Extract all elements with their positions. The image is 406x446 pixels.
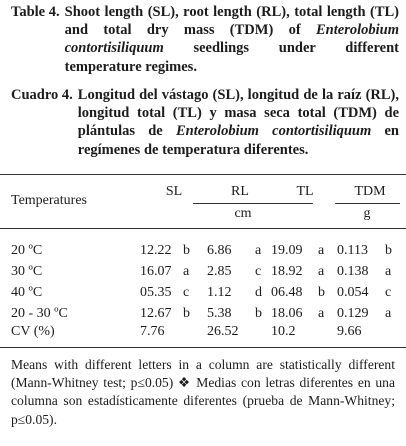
cell-sl-group: a <box>183 264 190 279</box>
cell-tdm-group: a <box>385 264 392 279</box>
header-tdm: TDM <box>354 184 386 199</box>
cell-tl: 10.2 <box>271 324 296 339</box>
cell-rl-group: a <box>255 243 262 258</box>
cell-tl: 18.92 <box>271 264 303 279</box>
footnote-spanish: Medias con letras diferentes en una columna son estadísticamente diferentes (prueba de Mann-Whitney; p≤0.05). <box>11 375 396 427</box>
units-rule-cm <box>193 203 313 204</box>
cell-sl: 7.76 <box>140 324 165 339</box>
cell-tl-group: a <box>318 243 325 258</box>
cell-tdm: 0.113 <box>337 243 368 258</box>
separator-icon: ❖ <box>178 375 192 391</box>
table-bottom-rule <box>0 347 406 348</box>
cell-tl: 06.48 <box>271 285 303 300</box>
table-top-rule <box>0 174 406 175</box>
cell-temperature: 20 ºC <box>11 243 43 258</box>
cell-tdm: 9.66 <box>337 324 362 339</box>
cell-rl: 26.52 <box>207 324 239 339</box>
cell-rl: 5.38 <box>207 306 232 321</box>
caption-text: Longitud del vástago (SL), longitud de la raíz (RL), longitud total (TL) y masa seca total (TDM) de plántulas de Enterolobium contortisiliquum en regímenes de temperatura diferentes. <box>77 87 399 158</box>
cell-temperature: 30 ºC <box>11 264 43 279</box>
cell-rl: 1.12 <box>207 285 232 300</box>
cell-sl: 16.07 <box>140 264 172 279</box>
cell-rl: 6.86 <box>207 243 232 258</box>
caption-label: Table 4. <box>11 4 60 20</box>
cell-tl-group: a <box>318 306 325 321</box>
cell-tdm-group: a <box>385 306 392 321</box>
cell-sl-group: c <box>183 285 190 300</box>
cell-tdm-group: b <box>385 243 392 258</box>
cell-rl-group: d <box>255 285 262 300</box>
table-caption-english <box>11 3 399 76</box>
cell-tl: 19.09 <box>271 243 303 258</box>
cell-sl: 12.67 <box>140 306 172 321</box>
cell-sl: 12.22 <box>140 243 172 258</box>
cell-tdm: 0.129 <box>337 306 369 321</box>
cell-tl: 18.06 <box>271 306 303 321</box>
cell-rl-group: c <box>255 264 262 279</box>
header-sl: SL <box>165 184 183 199</box>
cell-tl-group: a <box>318 264 325 279</box>
cell-sl: 05.35 <box>140 285 172 300</box>
species-name: Enterolobium contortisiliquum <box>64 22 399 57</box>
cell-sl-group: b <box>183 306 190 321</box>
units-rule-g <box>335 203 400 204</box>
species-name: Enterolobium contortisiliquum <box>175 123 372 140</box>
cell-sl-group: b <box>183 243 190 258</box>
unit-cm: cm <box>234 206 252 221</box>
cell-rl: 2.85 <box>207 264 232 279</box>
unit-g: g <box>363 206 371 221</box>
table-caption-spanish <box>11 86 399 159</box>
cell-tdm-group: c <box>385 285 392 300</box>
table-header-rule <box>0 228 406 229</box>
caption-label: Cuadro 4. <box>11 87 73 103</box>
table-footnote <box>11 356 395 429</box>
cell-temperature: 20 - 30 ºC <box>11 306 68 321</box>
header-tl: TL <box>296 184 314 199</box>
cell-temperature: CV (%) <box>11 324 55 339</box>
caption-text: Shoot length (SL), root length (RL), total length (TL) and total dry mass (TDM) of Enterolobium contortisiliquum seedlings under different temperature regimes. <box>64 4 399 75</box>
cell-tl-group: b <box>318 285 325 300</box>
header-rl: RL <box>231 184 249 199</box>
cell-rl-group: b <box>255 306 262 321</box>
header-temperatures: Temperatures <box>11 193 87 208</box>
cell-temperature: 40 ºC <box>11 285 43 300</box>
cell-tdm: 0.138 <box>337 264 369 279</box>
footnote-english: Means with different letters in a column are statistically different (Mann-Whitney test; p≤0.05) <box>11 357 395 391</box>
cell-tdm: 0.054 <box>337 285 369 300</box>
